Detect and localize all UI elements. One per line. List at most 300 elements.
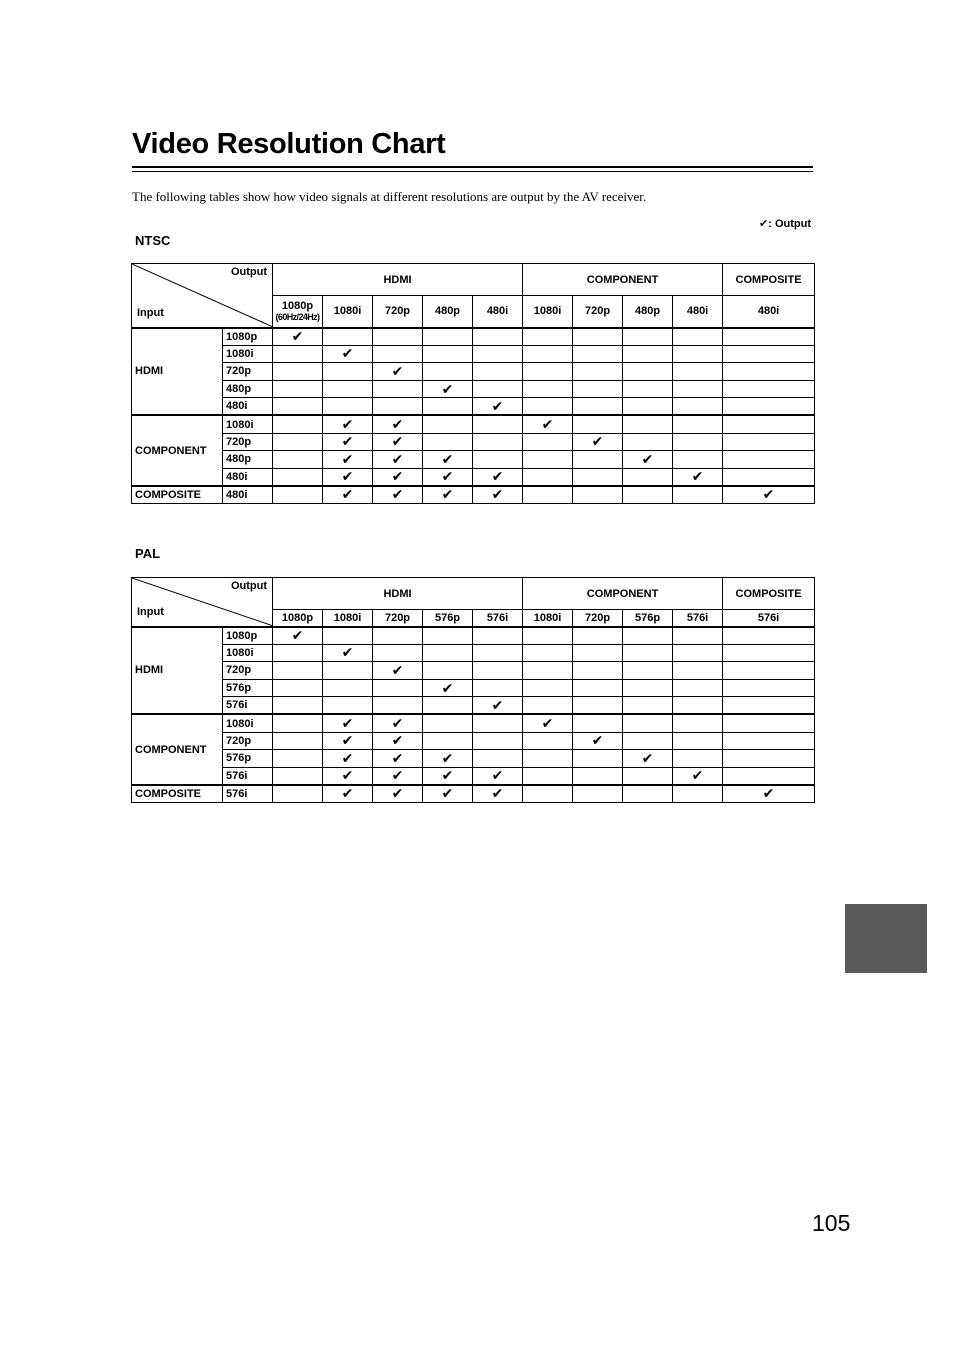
output-resolution-label: 720p [384,611,411,624]
check-icon: ✔ [441,767,454,784]
ntsc-heading: NTSC [135,233,171,248]
output-cell [573,697,623,715]
output-cell [473,662,523,680]
output-cell [373,644,423,662]
check-icon: ✔ [291,328,304,345]
output-cell [523,415,573,433]
output-cell [273,714,323,732]
table-row [132,732,815,750]
output-cell [373,345,423,363]
output-cell [373,750,423,768]
pal-table-body [132,627,815,803]
output-resolution-label: 1080i [333,305,362,318]
output-cell [523,486,573,504]
output-group-header: COMPONENT [523,578,723,610]
output-cell [473,785,523,803]
output-cell [723,714,815,732]
output-resolution-label: 1080i [533,305,562,318]
output-resolution-header [623,610,673,627]
output-resolution-header [673,296,723,328]
output-cell [323,714,373,732]
output-cell [273,398,323,416]
output-cell [723,644,815,662]
check-icon: ✔ [291,627,304,644]
output-cell [373,679,423,697]
input-group-label: COMPOSITE [132,486,223,504]
output-cell [573,380,623,398]
output-cell [473,363,523,381]
output-cell [523,398,573,416]
table-row [132,697,815,715]
output-cell [573,468,623,486]
pal-table-header [132,578,815,627]
output-cell [623,363,673,381]
pal-table [131,577,815,803]
output-cell [323,785,373,803]
output-cell [423,750,473,768]
output-cell [723,468,815,486]
output-cell [523,345,573,363]
table-row [132,415,815,433]
check-icon: ✔ [441,450,454,467]
output-cell [573,433,623,451]
output-cell [373,627,423,645]
output-cell [423,486,473,504]
check-icon: ✔ [341,345,354,362]
check-icon: ✔ [391,362,404,379]
output-resolution-label: 576p [434,611,461,624]
output-cell [423,732,473,750]
output-resolution-header [423,296,473,328]
check-icon: ✔ [491,785,504,802]
output-resolution-sublabel: (60Hz/24Hz) [275,311,320,322]
output-cell [373,415,423,433]
output-cell [273,644,323,662]
output-cell [623,415,673,433]
output-cell [473,468,523,486]
check-icon: ✔ [341,715,354,732]
input-resolution-label: 576i [223,697,273,715]
output-cell [573,662,623,680]
output-group-header: COMPOSITE [723,578,815,610]
output-cell [373,328,423,346]
output-cell [623,627,673,645]
header-group-row [132,264,815,296]
header-group-row [132,578,815,610]
output-cell [423,468,473,486]
output-cell [473,451,523,469]
output-cell [673,714,723,732]
input-resolution-label: 1080p [223,328,273,346]
output-cell [273,785,323,803]
output-cell [673,679,723,697]
output-cell [373,767,423,785]
input-resolution-label: 1080p [223,627,273,645]
output-cell [273,380,323,398]
output-cell [423,662,473,680]
output-cell [673,345,723,363]
output-cell [673,697,723,715]
output-cell [523,433,573,451]
output-cell [673,767,723,785]
input-resolution-label: 480i [223,398,273,416]
check-icon: ✔ [391,715,404,732]
output-cell [423,679,473,697]
output-cell [573,750,623,768]
output-cell [373,714,423,732]
output-cell [273,732,323,750]
output-cell [473,328,523,346]
output-cell [623,679,673,697]
output-cell [723,380,815,398]
output-cell [523,451,573,469]
output-group-header: HDMI [273,578,523,610]
output-cell [673,363,723,381]
input-resolution-label: 576p [223,679,273,697]
table-row [132,627,815,645]
output-cell [523,468,573,486]
check-icon: ✔ [491,486,504,503]
input-resolution-label: 480i [223,486,273,504]
output-cell [273,328,323,346]
output-cell [673,750,723,768]
input-resolution-label: 1080i [223,714,273,732]
output-resolution-header [523,296,573,328]
output-cell [473,732,523,750]
output-cell [423,627,473,645]
output-cell [723,679,815,697]
check-icon: ✔ [591,732,604,749]
output-legend: ✔: Output [759,218,811,230]
output-cell [573,345,623,363]
output-cell [323,345,373,363]
output-cell [323,433,373,451]
output-resolution-header [623,296,673,328]
output-cell [473,750,523,768]
check-icon: ✔ [691,767,704,784]
check-icon: ✔ [341,450,354,467]
output-cell [623,785,673,803]
output-cell [523,697,573,715]
check-icon: ✔ [391,661,404,678]
output-cell [673,433,723,451]
table-row [132,644,815,662]
output-cell [623,451,673,469]
check-icon: ✔ [441,785,454,802]
output-cell [323,380,373,398]
output-cell [573,785,623,803]
check-icon: ✔ [491,767,504,784]
output-cell [673,451,723,469]
output-resolution-header [523,610,573,627]
output-resolution-label: 576i [686,611,709,624]
output-resolution-label: 576p [635,611,661,624]
output-cell [473,415,523,433]
output-cell [373,697,423,715]
table-row [132,363,815,381]
input-resolution-label: 720p [223,433,273,451]
output-cell [623,644,673,662]
output-resolution-header [573,610,623,627]
output-cell [323,627,373,645]
output-cell [423,398,473,416]
output-cell [373,662,423,680]
output-cell [623,662,673,680]
title-rule [132,166,813,172]
pal-heading: PAL [135,546,161,561]
check-icon: ✔ [441,468,454,485]
check-icon: ✔ [641,450,654,467]
output-group-header: COMPOSITE [723,264,815,296]
output-cell [523,679,573,697]
output-cell [273,627,323,645]
input-resolution-label: 576i [223,767,273,785]
output-cell [473,767,523,785]
check-icon: ✔ [391,785,404,802]
output-resolution-header [723,296,815,328]
output-cell [323,486,373,504]
page-number: 105 [812,1210,851,1236]
output-cell [273,662,323,680]
output-resolution-label: 576i [486,611,509,624]
output-group-header: COMPONENT [523,264,723,296]
output-resolution-label: 480p [635,305,661,318]
output-cell [473,714,523,732]
output-cell [323,398,373,416]
output-cell [523,662,573,680]
output-resolution-label: 720p [585,305,611,318]
output-cell [423,415,473,433]
output-cell [673,662,723,680]
output-cell [623,732,673,750]
output-cell [523,380,573,398]
input-resolution-label: 480p [223,451,273,469]
output-cell [373,363,423,381]
output-cell [723,398,815,416]
output-resolution-label: 1080i [333,611,362,624]
ntsc-table-body [132,328,815,504]
output-cell [423,380,473,398]
corner-input-label: Input [137,605,164,618]
output-cell [573,714,623,732]
output-cell [723,433,815,451]
output-cell [723,345,815,363]
output-cell [673,415,723,433]
input-resolution-label: 576p [223,750,273,768]
output-cell [523,644,573,662]
output-cell [273,486,323,504]
output-cell [623,398,673,416]
output-cell [423,345,473,363]
check-icon: ✔ [491,696,504,713]
output-resolution-header [423,610,473,627]
input-resolution-label: 720p [223,363,273,381]
table-row [132,750,815,768]
output-cell [373,468,423,486]
output-cell [373,398,423,416]
table-row [132,767,815,785]
output-cell [423,767,473,785]
output-cell [323,697,373,715]
check-icon: ✔ [591,433,604,450]
output-cell [573,644,623,662]
output-cell [523,714,573,732]
output-cell [623,380,673,398]
corner-output-label: Output [230,266,267,278]
check-icon: ✔ [391,732,404,749]
check-icon: ✔ [341,767,354,784]
output-cell [723,750,815,768]
output-cell [573,679,623,697]
table-row [132,451,815,469]
table-row [132,679,815,697]
output-cell [623,345,673,363]
output-cell [623,714,673,732]
check-icon: ✔ [762,486,775,503]
output-cell [473,398,523,416]
output-cell [323,451,373,469]
check-icon: ✔ [691,468,704,485]
output-cell [573,451,623,469]
input-group-label: COMPONENT [132,415,223,485]
check-icon: ✔ [391,749,404,766]
page-title: Video Resolution Chart [132,128,446,160]
check-icon: ✔ [441,749,454,766]
check-icon: ✔ [441,380,454,397]
output-cell [623,750,673,768]
output-cell [273,697,323,715]
output-resolution-label: 720p [585,611,611,624]
output-cell [423,714,473,732]
output-cell [373,433,423,451]
output-cell [523,785,573,803]
check-icon: ✔ [441,486,454,503]
output-cell [473,679,523,697]
output-cell [673,627,723,645]
output-cell [573,767,623,785]
output-cell [273,767,323,785]
table-row [132,662,815,680]
table-row [132,328,815,346]
output-group-header: HDMI [273,264,523,296]
table-row [132,486,815,504]
output-cell [523,627,573,645]
output-cell [673,398,723,416]
output-resolution-label: 1080p [281,611,314,624]
output-cell [623,328,673,346]
input-group-label: HDMI [132,328,223,416]
check-icon: ✔ [391,486,404,503]
output-cell [623,767,673,785]
output-cell [473,380,523,398]
output-cell [273,679,323,697]
output-cell [473,486,523,504]
ntsc-table-header [132,264,815,328]
output-cell [423,363,473,381]
output-resolution-label: 576i [757,611,780,624]
output-resolution-header [323,610,373,627]
output-cell [523,750,573,768]
output-cell [323,468,373,486]
input-resolution-label: 720p [223,662,273,680]
table-row [132,380,815,398]
table-row [132,785,815,803]
check-icon: ✔ [391,468,404,485]
output-cell [273,750,323,768]
output-cell [673,380,723,398]
check-icon: ✔ [341,732,354,749]
output-cell [323,415,373,433]
output-cell [423,451,473,469]
check-icon: ✔ [341,433,354,450]
output-cell [273,451,323,469]
intro-text: The following tables show how video signals at different resolutions are output by the AV receiver. [132,189,647,204]
output-cell [323,363,373,381]
output-cell [373,380,423,398]
check-icon: ✔ [341,468,354,485]
output-cell [373,732,423,750]
output-cell [723,451,815,469]
check-icon: ✔ [341,486,354,503]
output-resolution-header [673,610,723,627]
output-cell [373,785,423,803]
output-resolution-header [573,296,623,328]
output-resolution-label: 720p [384,305,411,318]
output-cell [473,697,523,715]
output-cell [323,679,373,697]
output-cell [573,486,623,504]
output-cell [423,644,473,662]
output-cell [573,363,623,381]
table-row [132,714,815,732]
output-cell [273,433,323,451]
check-icon: ✔ [762,785,775,802]
output-cell [273,345,323,363]
output-cell [523,328,573,346]
output-cell [473,627,523,645]
output-cell [573,627,623,645]
output-cell [673,486,723,504]
corner-input-label: Input [137,306,164,319]
output-cell [723,363,815,381]
output-cell [623,697,673,715]
output-cell [723,662,815,680]
output-resolution-label: 480i [686,305,709,318]
check-icon: ✔ [391,416,404,433]
check-icon: ✔ [541,715,554,732]
output-resolution-header [373,296,423,328]
output-resolution-header [473,296,523,328]
output-cell [473,433,523,451]
input-resolution-label: 1080i [223,345,273,363]
table-row [132,345,815,363]
output-cell [473,345,523,363]
input-resolution-label: 1080i [223,415,273,433]
output-resolution-header [473,610,523,627]
input-resolution-label: 576i [223,785,273,803]
section-tab-marker [845,904,927,973]
check-icon: ✔ [341,749,354,766]
output-cell [423,785,473,803]
output-resolution-label: 1080p [281,299,314,312]
ntsc-table [131,263,815,504]
output-cell [473,644,523,662]
check-icon: ✔ [341,644,354,661]
check-icon: ✔ [341,416,354,433]
input-group-label: HDMI [132,627,223,715]
check-icon: ✔ [491,397,504,414]
check-icon: ✔ [341,785,354,802]
